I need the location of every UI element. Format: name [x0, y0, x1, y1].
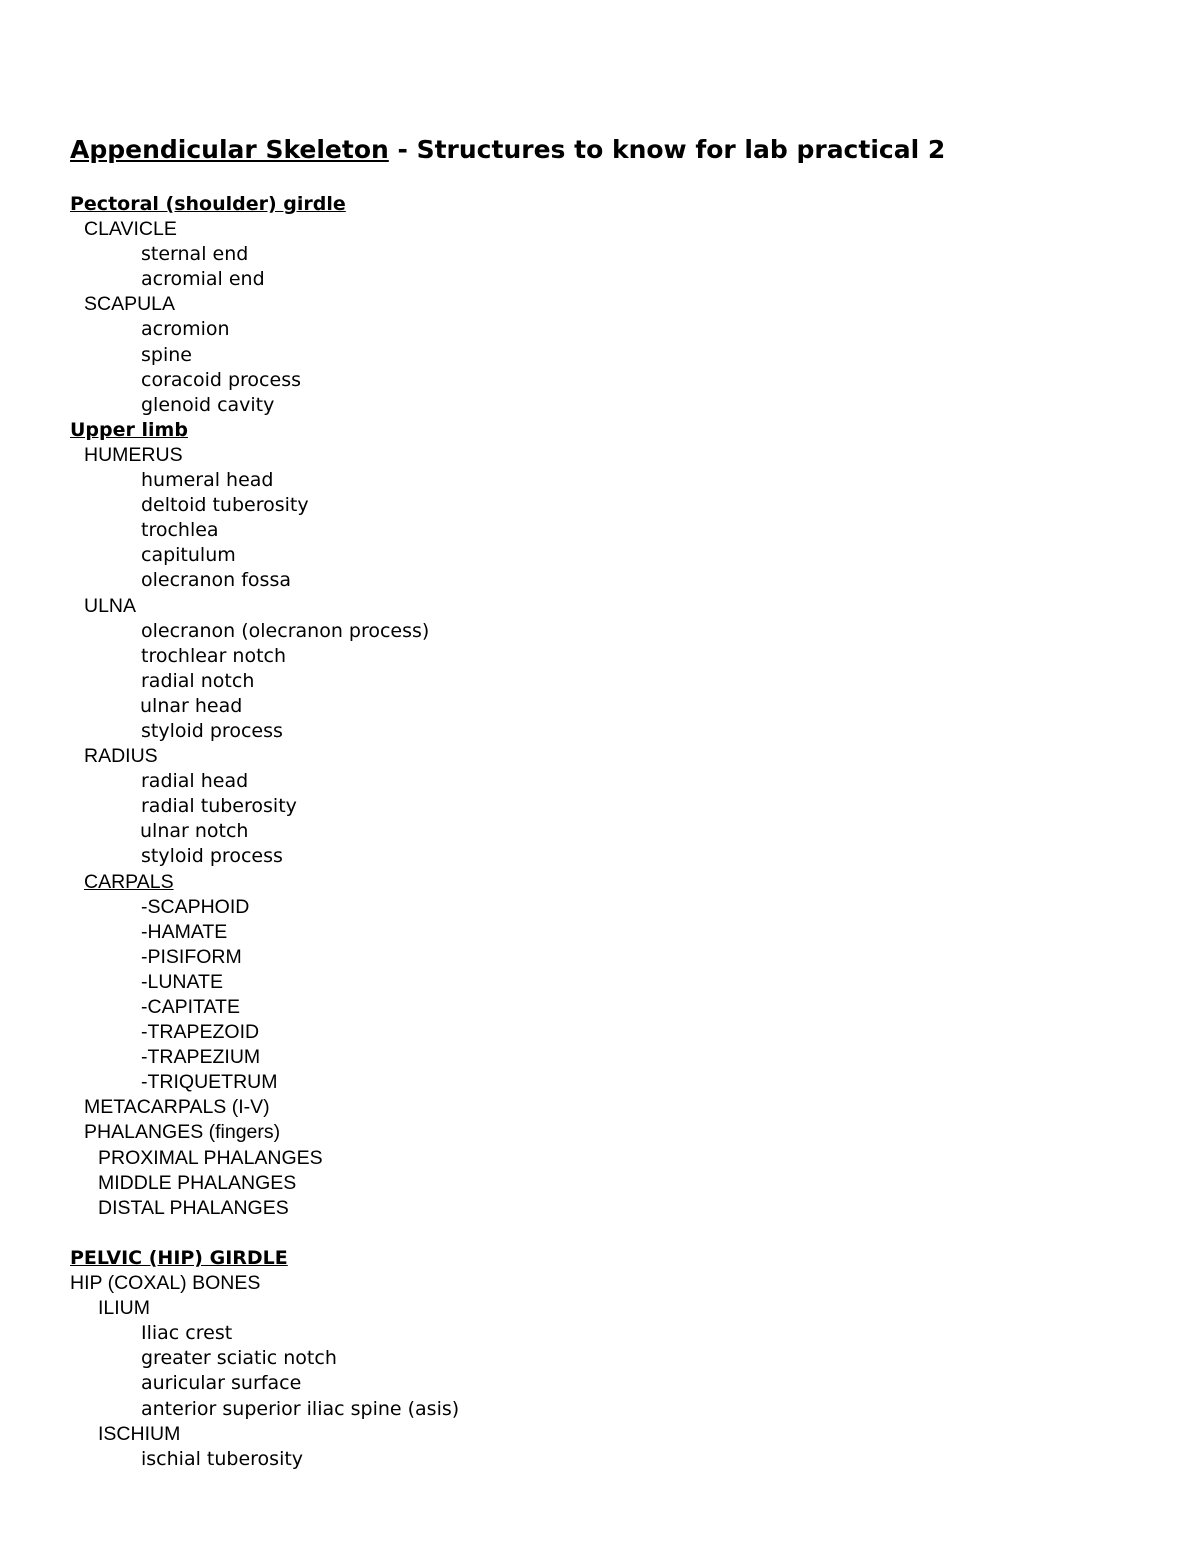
- bone-hip: HIP (COXAL) BONES: [70, 1272, 261, 1295]
- bone-scapula: SCAPULA: [84, 293, 176, 316]
- feature-item: auricular surface: [141, 1372, 302, 1395]
- carpal-item: -PISIFORM: [141, 945, 242, 968]
- feature-item: styloid process: [141, 719, 283, 742]
- feature-item: ulnar head: [140, 694, 243, 717]
- feature-item: olecranon fossa: [141, 569, 291, 592]
- carpal-item: -LUNATE: [141, 970, 223, 993]
- feature-item: acromial end: [141, 268, 265, 291]
- feature-item: ulnar notch: [140, 820, 249, 843]
- carpal-item: -CAPITATE: [141, 996, 240, 1018]
- section-heading-upper-limb: Upper limb: [70, 418, 188, 441]
- phalanx-item: PROXIMAL PHALANGES: [98, 1146, 323, 1169]
- phalanx-item: DISTAL PHALANGES: [98, 1196, 289, 1219]
- feature-item: sternal end: [141, 243, 249, 266]
- feature-item: ischial tuberosity: [141, 1447, 304, 1470]
- title-rest: - Structures to know for lab practical 2: [388, 135, 946, 164]
- feature-item: radial notch: [141, 669, 255, 692]
- feature-item: trochlear notch: [141, 644, 287, 667]
- bone-metacarpals: METACARPALS (I-V): [84, 1096, 270, 1119]
- bone-ilium: ILIUM: [98, 1297, 151, 1320]
- feature-item: trochlea: [141, 519, 219, 542]
- feature-item: coracoid process: [141, 368, 301, 391]
- document-body: [70, 134, 1150, 1472]
- feature-item: radial head: [141, 770, 249, 793]
- feature-item: capitulum: [141, 544, 236, 567]
- section-heading-pelvic: PELVIC (HIP) GIRDLE: [70, 1246, 288, 1269]
- carpal-item: -TRAPEZIUM: [141, 1046, 261, 1069]
- feature-item: Iliac crest: [141, 1322, 233, 1345]
- feature-item: acromion: [141, 318, 230, 341]
- bone-carpals: CARPALS: [84, 870, 174, 893]
- carpal-item: -TRIQUETRUM: [141, 1071, 278, 1094]
- feature-item: anterior superior iliac spine (asis): [141, 1397, 460, 1420]
- feature-item: radial tuberosity: [141, 795, 297, 818]
- blank-line: [70, 1221, 1150, 1246]
- feature-item: deltoid tuberosity: [141, 494, 309, 517]
- feature-item: spine: [141, 343, 192, 366]
- feature-item: olecranon (olecranon process): [141, 619, 430, 642]
- feature-item: greater sciatic notch: [141, 1347, 337, 1370]
- bone-humerus: HUMERUS: [84, 443, 183, 466]
- carpal-item: -SCAPHOID: [141, 895, 250, 918]
- feature-item: styloid process: [141, 845, 283, 868]
- bone-phalanges: PHALANGES (fingers): [84, 1121, 281, 1144]
- section-heading-pectoral: Pectoral (shoulder) girdle: [70, 193, 346, 215]
- feature-item: glenoid cavity: [141, 393, 275, 416]
- carpal-item: -HAMATE: [141, 920, 228, 943]
- page-title: [70, 134, 1150, 166]
- feature-item: humeral head: [141, 469, 274, 492]
- carpal-item: -TRAPEZOID: [141, 1021, 260, 1044]
- phalanx-item: MIDDLE PHALANGES: [98, 1171, 297, 1194]
- title-underlined: Appendicular Skeleton: [70, 135, 389, 164]
- bone-ulna: ULNA: [84, 594, 137, 617]
- bone-ischium: ISCHIUM: [98, 1422, 181, 1445]
- bone-clavicle: CLAVICLE: [84, 218, 177, 241]
- bone-radius: RADIUS: [84, 745, 158, 768]
